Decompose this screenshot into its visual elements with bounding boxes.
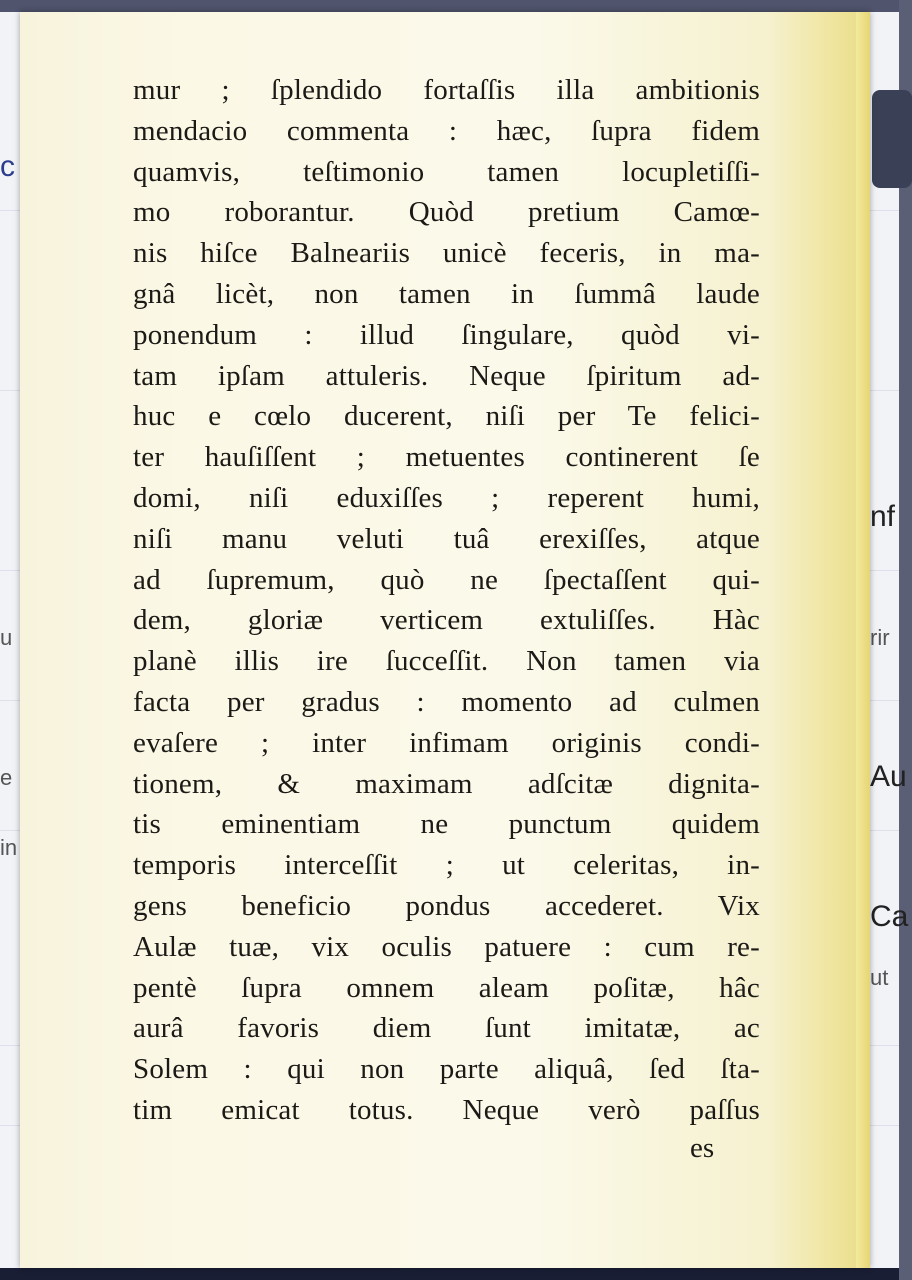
text-line: tis eminentiam ne punctum quidem	[133, 808, 760, 841]
text-line: aurâ favoris diem ſunt imitatæ, ac	[133, 1012, 760, 1045]
text-line: tim emicat totus. Neque verò paſſus	[133, 1093, 760, 1126]
catchword: es	[690, 1132, 715, 1164]
scanned-page	[20, 12, 870, 1268]
text-line: facta per gradus : momento ad culmen	[133, 685, 760, 718]
page-edge	[856, 12, 870, 1268]
text-line: temporis interceſſit ; ut celeritas, in-	[133, 849, 760, 882]
bg-text-fragment: e	[0, 765, 13, 790]
bg-text-fragment: in	[0, 835, 18, 860]
text-line: domi, niſi eduxiſſes ; reperent humi,	[133, 481, 760, 514]
viewer-bottom-bar	[0, 1268, 899, 1280]
text-line: nis hiſce Balneariis unicè feceris, in ma-	[133, 237, 760, 270]
text-line: Solem : qui non parte aliquâ, ſed ſta-	[133, 1053, 760, 1086]
text-line: tionem, & maximam adſcitæ dignita-	[133, 767, 760, 800]
text-line: ter hauſiſſent ; metuentes continerent ſe	[133, 441, 760, 474]
viewer-top-bar	[0, 0, 899, 12]
bg-text-fragment: Ca	[870, 900, 909, 933]
bg-text-fragment: rir	[870, 625, 890, 650]
text-line: quamvis, teſtimonio tamen locupletiſſi-	[133, 155, 760, 188]
text-line: gnâ licèt, non tamen in ſummâ laude	[133, 277, 760, 310]
side-button[interactable]	[872, 90, 912, 188]
bg-text-fragment: c	[0, 150, 15, 183]
page-text	[133, 70, 760, 1131]
text-line: evaſere ; inter infimam originis condi-	[133, 726, 760, 759]
text-line: mo roborantur. Quòd pretium Camœ-	[133, 196, 760, 229]
text-line: planè illis ire ſucceſſit. Non tamen via	[133, 645, 760, 678]
bg-text-fragment: ut	[870, 965, 889, 990]
text-line: tam ipſam attuleris. Neque ſpiritum ad-	[133, 359, 760, 392]
text-line: pentè ſupra omnem aleam poſitæ, hâc	[133, 971, 760, 1004]
text-line: niſi manu veluti tuâ erexiſſes, atque	[133, 522, 760, 555]
bg-text-fragment: nf	[870, 500, 896, 533]
bg-text-fragment: u	[0, 625, 13, 650]
text-line: ad ſupremum, quò ne ſpectaſſent qui-	[133, 563, 760, 596]
text-line: mur ; ſplendido fortaſſis illa ambitionis	[133, 74, 760, 106]
text-line: gens beneficio pondus accederet. Vix	[133, 889, 760, 922]
text-line: dem, gloriæ verticem extuliſſes. Hàc	[133, 604, 760, 637]
text-line: mendacio commenta : hæc, ſupra fidem	[133, 114, 760, 147]
text-line: ponendum : illud ſingulare, quòd vi-	[133, 318, 760, 351]
text-line: Aulæ tuæ, vix oculis patuere : cum re-	[133, 930, 760, 963]
bg-text-fragment: Au	[870, 760, 907, 793]
text-line: huc e cœlo ducerent, niſi per Te felici-	[133, 400, 760, 433]
